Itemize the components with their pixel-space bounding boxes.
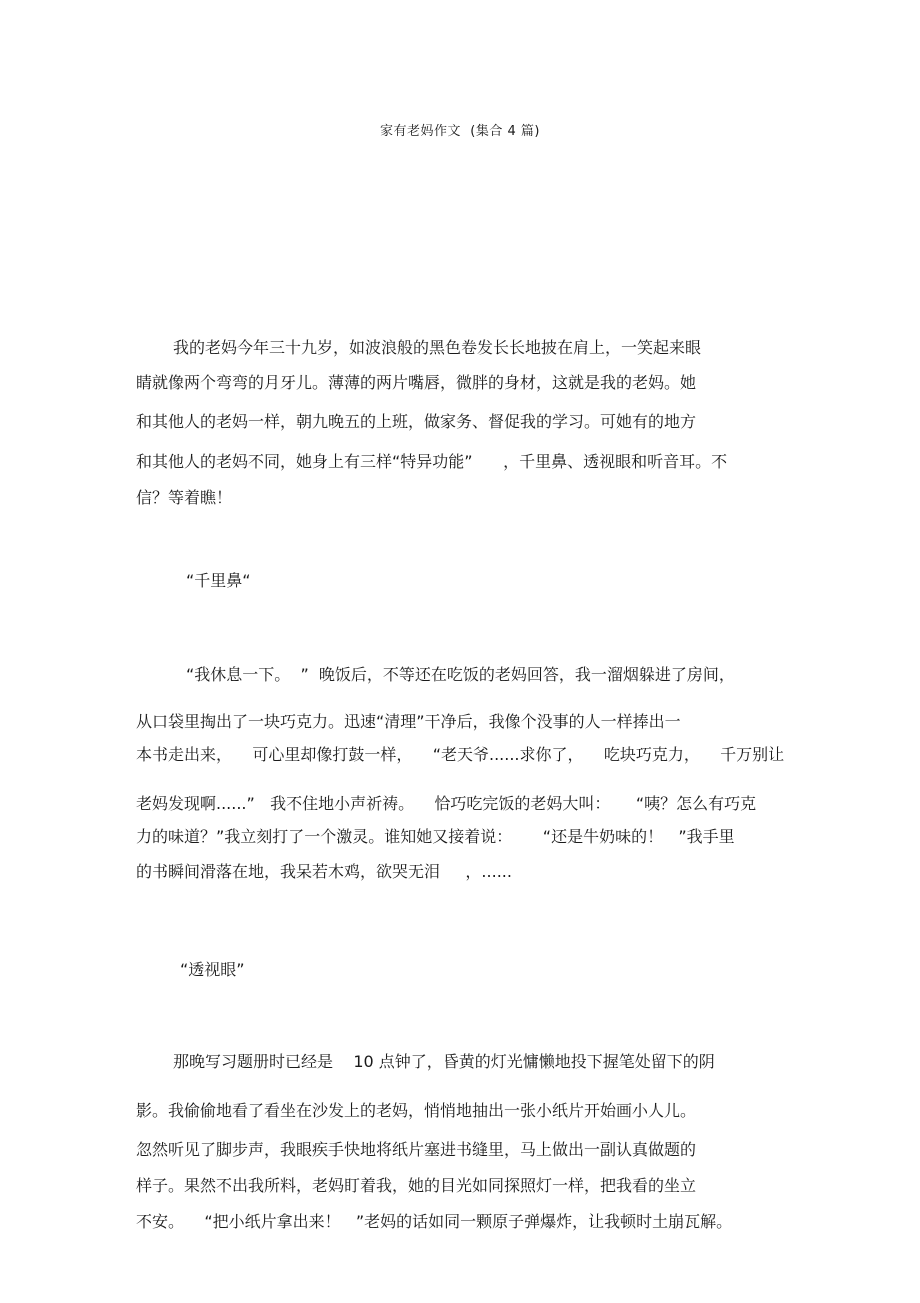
paragraph-line: 力的味道？”我立刻打了一个激灵。谁知她又接着说： “还是牛奶味的！ ”我手里 [136, 827, 735, 846]
paragraph-line: 本书走出来， 可心里却像打鼓一样， “老天爷......求你了， 吃块巧克力， 千万别让 [136, 745, 785, 764]
paragraph-line: 信？等着瞧！ [136, 488, 233, 507]
section-heading: “透视眼” [180, 960, 245, 979]
paragraph-line: 老妈发现啊......” 我不住地小声祈祷。 恰巧吃完饭的老妈大叫： “咦？怎么有巧克 [136, 794, 757, 813]
paragraph-line: 从口袋里掏出了一块巧克力。迅速“清理”干净后，我像个没事的人一样捧出一 [136, 712, 681, 731]
paragraph-line: 影。我偷偷地看了看坐在沙发上的老妈，悄悄地抽出一张小纸片开始画小人儿。 [136, 1101, 697, 1120]
paragraph-line: 样子。果然不出我所料，老妈盯着我，她的目光如同探照灯一样，把我看的坐立 [136, 1176, 697, 1195]
paragraph-line: 的书瞬间滑落在地，我呆若木鸡，欲哭无泪 ，...... [136, 862, 512, 881]
paragraph-line: 和其他人的老妈不同，她身上有三样“特异功能” ，千里鼻、透视眼和听音耳。不 [136, 452, 728, 471]
paragraph-line: 那晚写习题册时已经是 10 点钟了，昏黄的灯光慵懒地投下握笔处留下的阴 [173, 1052, 715, 1071]
paragraph-line: 睛就像两个弯弯的月牙儿。薄薄的两片嘴唇，微胖的身材，这就是我的老妈。她 [136, 373, 697, 392]
section-heading: “千里鼻“ [186, 571, 251, 590]
paragraph-line: “我休息一下。 ” 晚饭后，不等还在吃饭的老妈回答，我一溜烟躲进了房间， [186, 665, 735, 684]
paragraph-line: 忽然听见了脚步声，我眼疾手快地将纸片塞进书缝里，马上做出一副认真做题的 [136, 1140, 697, 1159]
paragraph-line: 我的老妈今年三十九岁，如波浪般的黑色卷发长长地披在肩上，一笑起来眼 [173, 338, 702, 357]
document-title: 家有老妈作文 (集合 4 篇) [380, 124, 540, 139]
paragraph-line: 和其他人的老妈一样，朝九晚五的上班，做家务、督促我的学习。可她有的地方 [136, 412, 697, 431]
paragraph-line: 不安。 “把小纸片拿出来！ ”老妈的话如同一颗原子弹爆炸，让我顿时土崩瓦解。 [136, 1212, 733, 1231]
